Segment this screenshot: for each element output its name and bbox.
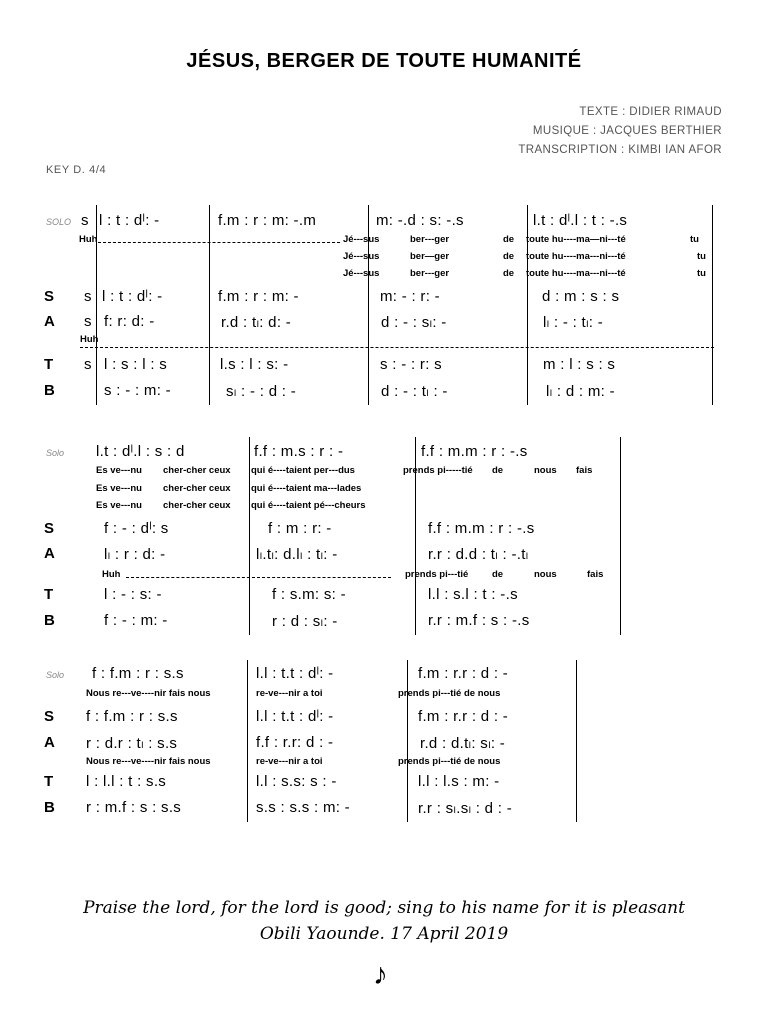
solo-notes: m: -.d : s: -.s xyxy=(376,212,464,229)
solo-label: SOLO xyxy=(46,217,72,227)
closing-verse: Praise the lord, for the lord is good; sing to his name for it is pleasant xyxy=(83,898,685,918)
key-signature: KEY D. 4/4 xyxy=(46,164,107,176)
solo-notes: f : f.m : r : s.s xyxy=(92,665,184,682)
lyric: de xyxy=(503,268,515,279)
alto-notes: r : d.r : tₗ : s.s xyxy=(86,735,178,752)
bass-notes: r.r : m.f : s : -.s xyxy=(428,612,530,629)
lyric: prends pi---tié de nous xyxy=(398,688,501,699)
solo-notes: f.f : m.s : r : - xyxy=(254,443,344,460)
soprano-notes: s xyxy=(84,288,92,305)
lyric: cher-cher ceux xyxy=(163,500,231,511)
solo-notes: l.t : dˡ.l : t : -.s xyxy=(533,212,628,229)
lyric: Nous re---ve----nir fais nous xyxy=(86,688,211,699)
bass-notes: sₗ : - : d : - xyxy=(226,383,297,400)
lyric: ber—ger xyxy=(410,251,450,262)
solo-notes: l.t : dˡ.l : s : d xyxy=(96,443,185,460)
solo-label: Solo xyxy=(46,448,65,458)
lyric-huh: Huh xyxy=(80,334,99,345)
lyric: Nous re---ve----nir fais nous xyxy=(86,756,211,767)
solo-notes: l : t : dˡ: - xyxy=(99,212,160,229)
tenor-notes: f : s.m: s: - xyxy=(272,586,346,603)
tenor-notes: l : s : l : s xyxy=(104,356,168,373)
alto-label: A xyxy=(44,545,55,562)
solo-notes: f.m : r.r : d : - xyxy=(418,665,509,682)
soprano-label: S xyxy=(44,520,55,537)
bass-label: B xyxy=(44,612,55,629)
solo-notes: f.m : r : m: -.m xyxy=(218,212,317,229)
bass-label: B xyxy=(44,382,55,399)
lyric: fais xyxy=(587,569,604,580)
lyric: re-ve---nir a toi xyxy=(256,688,323,699)
lyric: de xyxy=(492,569,504,580)
soprano-notes: f.m : r : m: - xyxy=(218,288,299,305)
soprano-notes: d : m : s : s xyxy=(542,288,620,305)
lyric: tu xyxy=(697,251,706,262)
page-title: JÉSUS, BERGER DE TOUTE HUMANITÉ xyxy=(186,50,582,72)
tenor-notes: s : - : r: s xyxy=(380,356,442,373)
tenor-notes: l : - : s: - xyxy=(104,586,162,603)
alto-notes: s xyxy=(84,313,92,330)
lyric: Jé---sus xyxy=(343,251,380,262)
lyric-huh: Huh xyxy=(102,569,121,580)
lyric: prends pi---tié de nous xyxy=(398,756,501,767)
tenor-label: T xyxy=(44,356,54,373)
tenor-notes: l.l : s.l : t : -.s xyxy=(428,586,518,603)
soprano-label: S xyxy=(44,708,55,725)
solo-notes: l.l : t.t : dˡ: - xyxy=(256,665,334,682)
lyric: ber---ger xyxy=(410,268,450,279)
lyric: Jé---sus xyxy=(343,268,380,279)
bass-notes: s.s : s.s : m: - xyxy=(256,799,350,816)
lyric: Es ve---nu xyxy=(96,465,142,476)
alto-notes: r.d : d.tₗ: sₗ: - xyxy=(420,735,506,752)
alto-notes: lₗ : r : d: - xyxy=(104,546,166,563)
tenor-notes: l.l : l.s : m: - xyxy=(418,773,500,790)
credit-text: TEXTE : DIDIER RIMAUD xyxy=(579,106,722,118)
tenor-notes: l.s : l : s: - xyxy=(220,356,289,373)
alto-notes: r.d : tₗ: d: - xyxy=(221,314,292,331)
tenor-label: T xyxy=(44,773,54,790)
alto-notes: lₗ : - : tₗ: - xyxy=(543,314,604,331)
lyric: nous xyxy=(534,569,557,580)
lyric: qui é----taient pé---cheurs xyxy=(251,500,366,511)
lyric: Es ve---nu xyxy=(96,483,142,494)
alto-notes: d : - : sₗ: - xyxy=(381,314,447,331)
lyric: tu xyxy=(690,234,699,245)
soprano-notes: l : t : dˡ: - xyxy=(102,288,163,305)
soprano-notes: f : - : dˡ: s xyxy=(104,520,169,537)
soprano-notes: l.l : t.t : dˡ: - xyxy=(256,708,334,725)
solo-notes: f.f : m.m : r : -.s xyxy=(421,443,528,460)
bass-notes: f : - : m: - xyxy=(104,612,168,629)
lyric: cher-cher ceux xyxy=(163,483,231,494)
tenor-label: T xyxy=(44,586,54,603)
bass-notes: d : - : tₗ : - xyxy=(381,383,448,400)
bass-notes: r : m.f : s : s.s xyxy=(86,799,182,816)
bass-notes: lₗ : d : m: - xyxy=(546,383,615,400)
alto-label: A xyxy=(44,734,55,751)
lyric: Es ve---nu xyxy=(96,500,142,511)
lyric: de xyxy=(503,234,515,245)
soprano-notes: f.m : r.r : d : - xyxy=(418,708,509,725)
alto-notes: r.r : d.d : tₗ : -.tₗ xyxy=(428,546,529,563)
tenor-notes: m : l : s : s xyxy=(543,356,616,373)
lyric: prends pi-----tié xyxy=(403,465,473,476)
lyric: qui é----taient ma---lades xyxy=(251,483,362,494)
alto-notes: f: r: d: - xyxy=(104,313,155,330)
solo-notes: s xyxy=(81,212,89,229)
tenor-notes: l.l : s.s: s : - xyxy=(256,773,337,790)
bass-notes: r.r : sₗ.sₗ : d : - xyxy=(418,800,513,817)
credit-music: MUSIQUE : JACQUES BERTHIER xyxy=(532,125,722,137)
soprano-notes: f.f : m.m : r : -.s xyxy=(428,520,535,537)
lyric: fais xyxy=(576,465,593,476)
soprano-notes: m: - : r: - xyxy=(380,288,440,305)
lyric: tu xyxy=(697,268,706,279)
alto-label: A xyxy=(44,313,55,330)
lyric: ber---ger xyxy=(410,234,450,245)
lyric: prends pi---tié xyxy=(405,569,469,580)
lyric: de xyxy=(492,465,504,476)
tenor-notes: l : l.l : t : s.s xyxy=(86,773,167,790)
music-eighth-note-icon: ♪ xyxy=(373,958,388,991)
lyric: nous xyxy=(534,465,557,476)
lyric: Jé---sus xyxy=(343,234,380,245)
lyric: toute hu----ma---ni---té xyxy=(526,251,626,262)
alto-notes: f.f : r.r: d : - xyxy=(256,734,334,751)
credit-transcription: TRANSCRIPTION : KIMBI IAN AFOR xyxy=(518,144,722,156)
alto-notes: lₗ.tₗ: d.lₗ : tₗ: - xyxy=(256,546,338,563)
soprano-label: S xyxy=(44,288,55,305)
bass-label: B xyxy=(44,799,55,816)
lyric: cher-cher ceux xyxy=(163,465,231,476)
lyric: de xyxy=(503,251,515,262)
bass-notes: s : - : m: - xyxy=(104,382,171,399)
lyric: qui é----taient per---dus xyxy=(251,465,355,476)
lyric: toute hu----ma—ni---té xyxy=(526,234,626,245)
lyric: toute hu----ma---ni---té xyxy=(526,268,626,279)
soprano-notes: f : m : r: - xyxy=(268,520,332,537)
closing-place-date: Obili Yaounde. 17 April 2019 xyxy=(259,924,509,944)
solo-label: Solo xyxy=(46,670,65,680)
soprano-notes: f : f.m : r : s.s xyxy=(86,708,178,725)
lyric-huh: Huh xyxy=(79,234,98,245)
tenor-notes: s xyxy=(84,356,92,373)
lyric: re-ve---nir a toi xyxy=(256,756,323,767)
bass-notes: r : d : sₗ: - xyxy=(272,613,338,630)
